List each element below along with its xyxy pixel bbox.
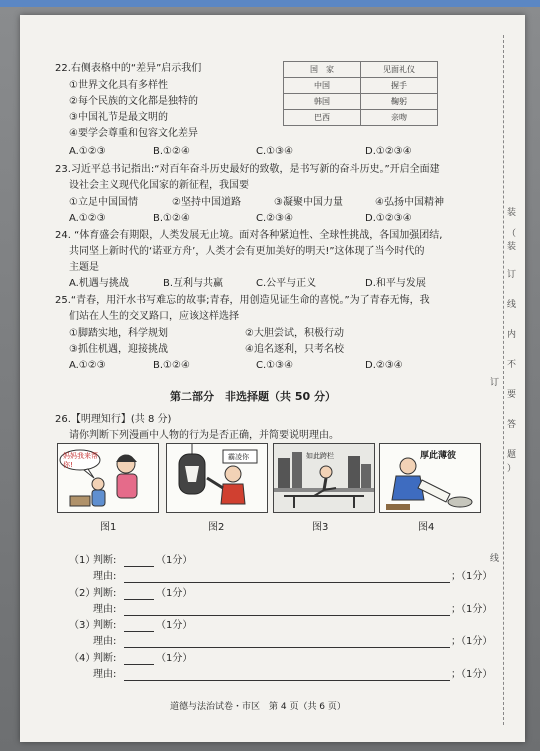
answer-2-judge-blank[interactable] <box>124 599 154 600</box>
q25-choice-d: D.②③④ <box>365 360 403 371</box>
binding-char: ） <box>507 464 517 474</box>
table-cell: 中国 <box>284 78 361 94</box>
answer-2-judge-score: （1分） <box>156 588 193 599</box>
answer-3-number: （3） <box>69 620 96 631</box>
binding-char: 内 <box>507 330 517 340</box>
comic-2-sign: 霸凌你 <box>228 453 249 461</box>
q23-option-4: ④弘扬中国精神 <box>375 197 444 208</box>
table-header-row <box>284 62 438 78</box>
binding-char: 订 <box>490 378 500 388</box>
q23-option-3: ③凝聚中国力量 <box>274 197 343 208</box>
answer-2-reason-score: ；（1分） <box>451 604 493 615</box>
comic-figure-3 <box>273 443 375 513</box>
q25-option-1: ①脚踏实地，科学规划 <box>69 328 168 339</box>
figure-caption-4: 图4 <box>418 522 435 533</box>
q24-stem-line-1: 24. “体育盛会有期限，人类发展无止境。面对各种紧迫性、全球性挑战，各国加强团结, <box>55 230 443 241</box>
q25-stem-line-1: 25.“青春，用汗水书写难忘的故事;青春，用创造见证生命的喜悦。”为了青春无悔，我 <box>55 295 430 306</box>
q25-choice-a: A.①②③ <box>69 360 106 371</box>
answer-1-reason-label: 理由: <box>93 571 117 582</box>
comic-figure-4 <box>379 443 481 513</box>
q24-stem-line-2: 共同坚上新时代的‘诺亚方舟’，人类才会有更加美好的明天!”这体现了当今时代的 <box>69 246 425 257</box>
comic-3-sign: 如此跨栏 <box>306 452 334 460</box>
answer-4-reason-score: ；（1分） <box>451 669 493 680</box>
table-row <box>284 78 438 94</box>
q22-option-1: ①世界文化具有多样性 <box>69 80 168 91</box>
q24-choice-d: D.和平与发展 <box>365 278 426 289</box>
q24-choice-b: B.互利与共赢 <box>163 278 224 289</box>
binding-char: 装 <box>507 242 517 252</box>
q22-option-2: ②每个民族的文化都是独特的 <box>69 96 198 107</box>
table-row <box>284 94 438 110</box>
answer-3-reason-label: 理由: <box>93 636 117 647</box>
q22-choice-a: A.①②③ <box>69 146 106 157</box>
q22-choice-d: D.①②③④ <box>365 146 412 157</box>
q24-stem-line-3: 主题是 <box>69 262 99 273</box>
answer-4-number: （4） <box>69 653 96 664</box>
figure-caption-2: 图2 <box>208 522 225 533</box>
answer-1-judge-blank[interactable] <box>124 566 154 567</box>
q24-choice-a: A.机遇与挑战 <box>69 278 129 289</box>
answer-2-reason-label: 理由: <box>93 604 117 615</box>
q23-stem-line-1: 23.习近平总书记指出:“对百年奋斗历史最好的致敬，是书写新的奋斗历史。”开启全面建 <box>55 164 440 175</box>
answer-1-number: （1） <box>69 555 96 566</box>
binding-char: 线 <box>490 554 500 564</box>
q22-choice-c: C.①③④ <box>256 146 294 157</box>
part-two-heading: 第二部分 非选择题（共 50 分） <box>170 390 336 403</box>
binding-char: （ <box>507 229 517 239</box>
binding-char: 不 <box>507 360 517 370</box>
binding-char: 订 <box>507 270 517 280</box>
answer-1-judge-label: 判断: <box>93 555 117 566</box>
comic-4-banner: 厚此薄彼 <box>420 451 457 461</box>
binding-char: 线 <box>507 300 517 310</box>
q22-stem: 22.右侧表格中的“差异”启示我们 <box>55 63 202 74</box>
comic-figure-1 <box>57 443 159 513</box>
top-color-band <box>0 0 540 7</box>
table-row <box>284 110 438 126</box>
q22-option-4: ④要学会尊重和包容文化差异 <box>69 128 198 139</box>
q23-choice-a: A.①②③ <box>69 213 106 224</box>
q26-title: 26.【明理知行】(共 8 分) <box>55 414 172 425</box>
answer-4-judge-blank[interactable] <box>124 664 154 665</box>
q23-choice-d: D.①②③④ <box>365 213 412 224</box>
q25-choice-b: B.①②④ <box>153 360 190 371</box>
answer-4-judge-label: 判断: <box>93 653 117 664</box>
answer-2-reason-blank[interactable] <box>124 615 450 616</box>
page-footer: 道德与法治试卷・市区 第 4 页（共 6 页） <box>170 702 346 712</box>
q24-choice-c: C.公平与正义 <box>256 278 317 289</box>
table-header: 国 家 <box>284 62 361 78</box>
q23-choice-b: B.①②④ <box>153 213 190 224</box>
q25-choice-c: C.①③④ <box>256 360 294 371</box>
answer-1-reason-score: ；（1分） <box>451 571 493 582</box>
binding-char: 装 <box>507 208 517 218</box>
answer-2-judge-label: 判断: <box>93 588 117 599</box>
q25-stem-line-2: 们站在人生的交叉路口，应该这样选择 <box>69 311 239 322</box>
binding-char: 要 <box>507 390 517 400</box>
binding-dashed-line <box>503 35 504 725</box>
q25-option-4: ④追名逐利，只考名校 <box>245 344 344 355</box>
table-cell: 亲吻 <box>361 110 438 126</box>
answer-3-reason-score: ；（1分） <box>451 636 493 647</box>
table-cell: 握手 <box>361 78 438 94</box>
q22-option-3: ③中国礼节是最文明的 <box>69 112 168 123</box>
answer-3-judge-score: （1分） <box>156 620 193 631</box>
table-cell: 韩国 <box>284 94 361 110</box>
figure-caption-1: 图1 <box>100 522 117 533</box>
binding-char: 答 <box>507 420 517 430</box>
q25-option-3: ③抓住机遇，迎接挑战 <box>69 344 168 355</box>
binding-char: 题 <box>507 450 517 460</box>
answer-3-reason-blank[interactable] <box>124 647 450 648</box>
answer-4-judge-score: （1分） <box>156 653 193 664</box>
table-header: 见面礼仪 <box>361 62 438 78</box>
q22-etiquette-table <box>283 61 438 126</box>
comic-figure-2 <box>166 443 268 513</box>
answer-4-reason-label: 理由: <box>93 669 117 680</box>
comic-1-speech: 妈妈我来帮你! <box>63 452 98 469</box>
q26-instruction: 请你判断下列漫画中人物的行为是否正确，并简要说明理由。 <box>69 430 339 441</box>
answer-3-judge-blank[interactable] <box>124 631 154 632</box>
q23-stem-line-2: 设社会主义现代化国家的新征程，我国要 <box>69 180 249 191</box>
q23-option-1: ①立足中国国情 <box>69 197 138 208</box>
answer-4-reason-blank[interactable] <box>124 680 450 681</box>
answer-3-judge-label: 判断: <box>93 620 117 631</box>
q23-choice-c: C.②③④ <box>256 213 294 224</box>
exam-paper <box>20 15 525 742</box>
q22-choice-b: B.①②④ <box>153 146 190 157</box>
answer-2-number: （2） <box>69 588 96 599</box>
q25-option-2: ②大胆尝试，积极行动 <box>245 328 344 339</box>
table-cell: 巴西 <box>284 110 361 126</box>
q23-option-2: ②坚持中国道路 <box>172 197 241 208</box>
figure-caption-3: 图3 <box>312 522 329 533</box>
answer-1-judge-score: （1分） <box>156 555 193 566</box>
answer-1-reason-blank[interactable] <box>124 582 450 583</box>
table-cell: 鞠躬 <box>361 94 438 110</box>
